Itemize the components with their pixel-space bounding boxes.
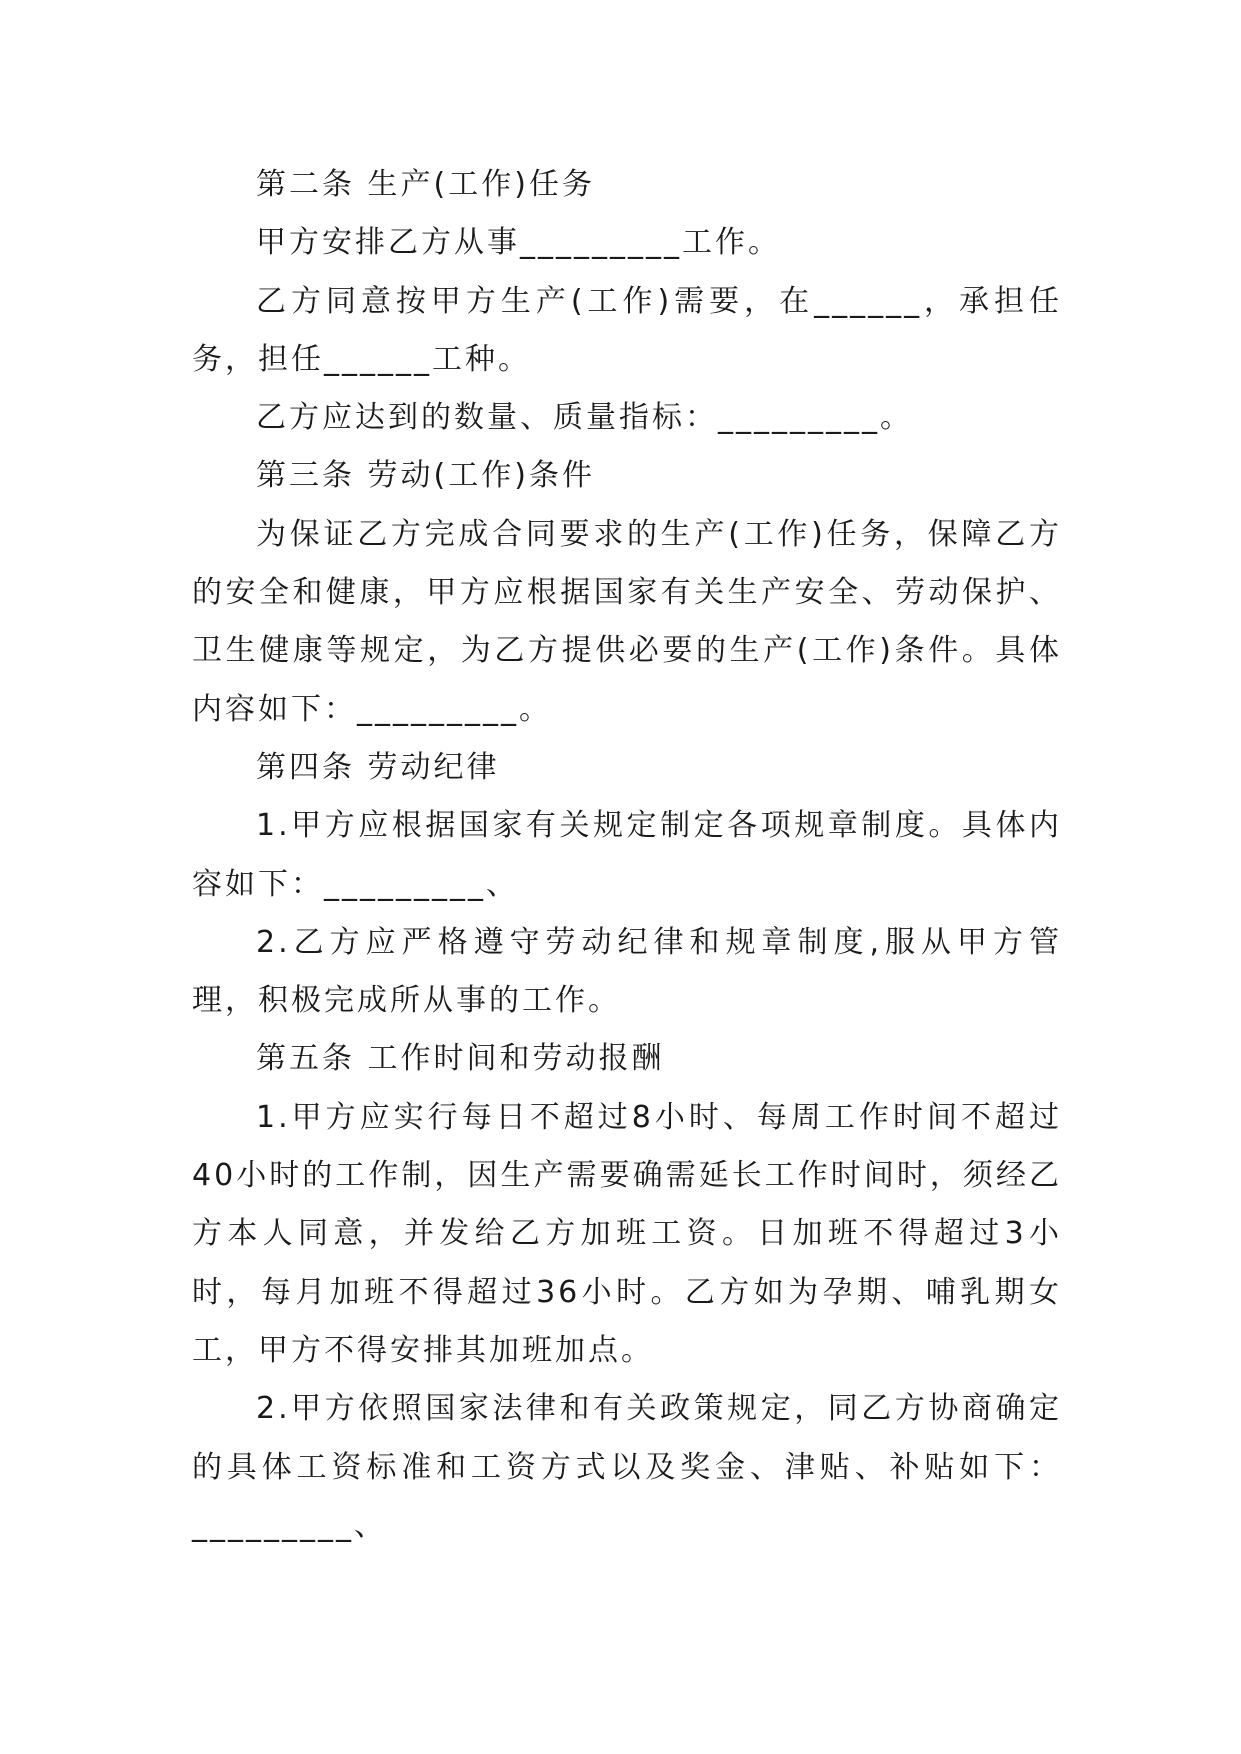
article-4-heading: 第四条 劳动纪律: [256, 749, 500, 785]
article-3-heading: 第三条 劳动(工作)条件: [256, 458, 595, 494]
paragraph: 乙方同意按甲方生产(工作)需要，在______，承担任务，担任______工种。: [192, 283, 1062, 377]
article-2-heading: 第二条 生产(工作)任务: [256, 167, 595, 202]
paragraph: 1.甲方应实行每日不超过8小时、每周工作时间不超过40小时的工作制，因生产需要确需延长工作时间时，须经乙方本人同意，并发给乙方加班工资。日加班不得超过3小时，每月加班不得超过36小时。乙方如为孕期、哺乳期女工，甲方不得安排其加班加点。: [192, 1099, 1062, 1368]
document-body: [192, 156, 1062, 1555]
paragraph: 2.乙方应严格遵守劳动纪律和规章制度,服从甲方管理，积极完成所从事的工作。: [192, 924, 1062, 1019]
paragraph: 乙方应达到的数量、质量指标：_________。: [256, 400, 913, 436]
paragraph: 甲方安排乙方从事_________工作。: [256, 225, 781, 261]
paragraph: 1.甲方应根据国家有关规定制定各项规章制度。具体内容如下：_________、: [192, 808, 1062, 902]
paragraph: 为保证乙方完成合同要求的生产(工作)任务，保障乙方的安全和健康，甲方应根据国家有关生产安全、劳动保护、卫生健康等规定，为乙方提供必要的生产(工作)条件。具体内容如下：_________。: [192, 516, 1062, 727]
paragraph: 2.甲方依照国家法律和有关政策规定，同乙方协商确定的具体工资标准和工资方式以及奖金、津贴、补贴如下：_________、: [192, 1391, 1062, 1543]
article-5-heading: 第五条 工作时间和劳动报酬: [256, 1041, 665, 1077]
